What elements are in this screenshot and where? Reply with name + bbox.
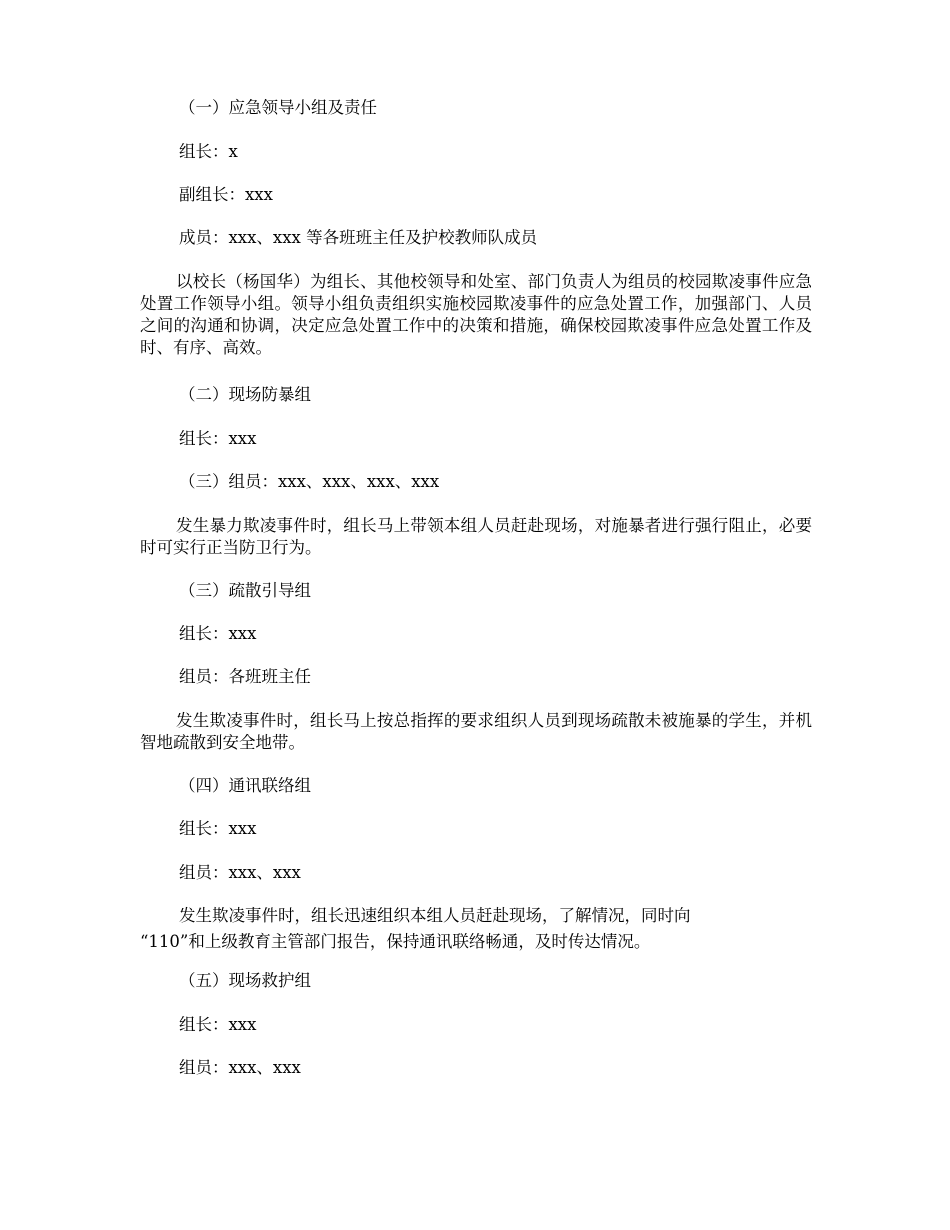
section-4-description-line-2: “110”和上级教育主管部门报告，保持通讯联络畅通，及时传达情况。 [140, 932, 651, 951]
section-3-leader: 组长：xxx [179, 624, 257, 643]
section-4-heading: （四）通讯联络组 [179, 776, 311, 795]
section-2-description: 发生暴力欺凌事件时，组长马上带领本组人员赶赴现场，对施暴者进行强行阻止，必要时可实行正当防卫行为。 [140, 516, 812, 557]
section-5-members: 组员：xxx、xxx [179, 1058, 301, 1077]
section-1-deputy-leader: 副组长：xxx [179, 185, 273, 204]
section-4-members: 组员：xxx、xxx [179, 863, 301, 882]
section-3-heading: （三）疏散引导组 [179, 581, 311, 600]
section-2-leader: 组长：xxx [179, 429, 257, 448]
section-5-heading: （五）现场救护组 [179, 971, 311, 990]
section-4-description-line-1: 发生欺凌事件时，组长迅速组织本组人员赶赴现场，了解情况，同时向 [179, 906, 691, 925]
section-1-leader: 组长：x [179, 142, 238, 161]
section-5-leader: 组长：xxx [179, 1015, 257, 1034]
section-4-leader: 组长：xxx [179, 819, 257, 838]
section-3-members: 组员：各班班主任 [179, 667, 311, 686]
section-2-heading: （二）现场防暴组 [179, 385, 311, 404]
section-1-description: 以校长（杨国华）为组长、其他校领导和处室、部门负责人为组员的校园欺凌事件应急处置工作领导小组。领导小组负责组织实施校园欺凌事件的应急处置工作，加强部门、人员之间的沟通和协调，决定应急处置工作中的决策和措施，确保校园欺凌事件应急处置工作及时、有序、高效。 [140, 272, 812, 357]
section-1-members: 成员：xxx、xxx 等各班班主任及护校教师队成员 [179, 228, 538, 247]
section-1-heading: （一）应急领导小组及责任 [179, 98, 377, 117]
section-3-description: 发生欺凌事件时，组长马上按总指挥的要求组织人员到现场疏散未被施暴的学生，并机智地疏散到安全地带。 [140, 711, 812, 752]
section-2-members: （三）组员：xxx、xxx、xxx、xxx [179, 472, 440, 491]
